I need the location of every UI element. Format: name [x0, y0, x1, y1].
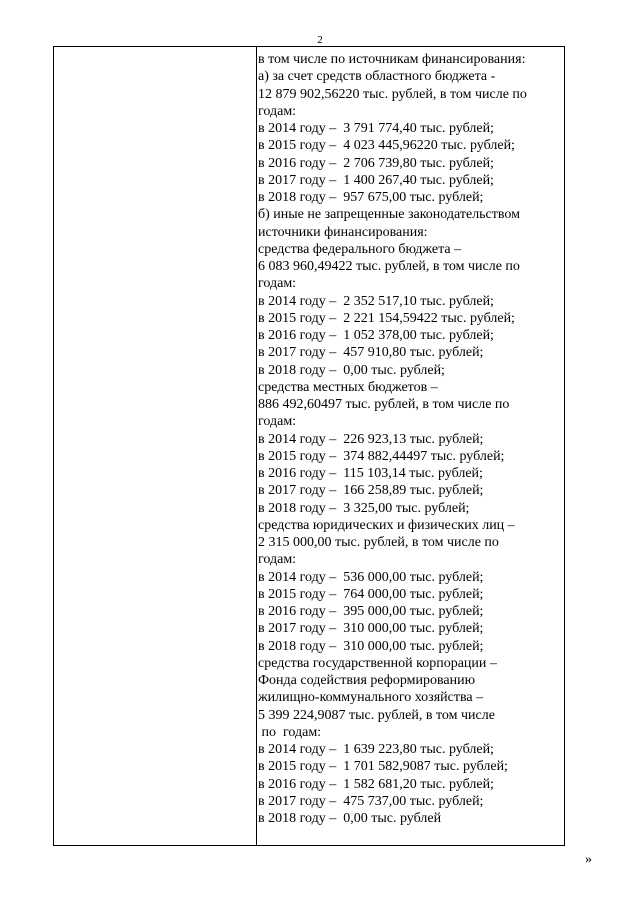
text-line: средства юридических и физических лиц –	[258, 517, 515, 533]
text-line: в 2018 году – 3 325,00 тыс. рублей;	[258, 500, 470, 516]
table-left-cell	[54, 47, 257, 845]
text-line: в 2015 году – 1 701 582,9087 тыс. рублей;	[258, 759, 508, 775]
text-line: в 2017 году – 475 737,00 тыс. рублей;	[258, 793, 484, 809]
text-line: в 2015 году – 374 882,44497 тыс. рублей;	[258, 448, 505, 464]
page-number: 2	[317, 34, 323, 46]
text-line: источники финансирования:	[258, 224, 428, 240]
text-line: в 2018 году – 0,00 тыс. рублей	[258, 811, 442, 826]
text-line: в 2017 году – 457 910,80 тыс. рублей;	[258, 345, 484, 361]
text-line: средства местных бюджетов –	[258, 379, 438, 395]
text-line: жилищно-коммунального хозяйства –	[258, 690, 484, 706]
text-line: в том числе по источникам финансирования:	[258, 52, 526, 67]
text-line: Фонда содействия реформированию	[258, 673, 476, 688]
text-line: 6 083 960,49422 тыс. рублей, в том числе по	[258, 259, 520, 274]
text-line: в 2014 году – 2 352 517,10 тыс. рублей;	[258, 293, 494, 309]
text-line: годам:	[258, 414, 297, 430]
text-line: в 2018 году – 957 675,00 тыс. рублей;	[258, 190, 484, 205]
text-line: в 2014 году – 1 639 223,80 тыс. рублей;	[258, 742, 494, 757]
document-table	[53, 46, 565, 846]
table-right-cell	[258, 51, 562, 827]
text-line: средства государственной корпорации –	[258, 655, 497, 671]
text-line: а) за счет средств областного бюджета -	[258, 69, 496, 85]
text-line: средства федерального бюджета –	[258, 241, 462, 257]
text-line: в 2015 году – 764 000,00 тыс. рублей;	[258, 586, 484, 602]
text-line: годам:	[258, 552, 297, 568]
text-line: б) иные не запрещенные законодательством	[258, 207, 521, 223]
text-line: в 2014 году – 536 000,00 тыс. рублей;	[258, 569, 484, 585]
text-line: в 2015 году – 4 023 445,96220 тыс. рублей;	[258, 138, 515, 154]
text-line: в 2018 году – 0,00 тыс. рублей;	[258, 362, 445, 378]
text-line: годам:	[258, 103, 297, 119]
text-line: в 2017 году – 166 258,89 тыс. рублей;	[258, 483, 484, 499]
text-line: в 2018 году – 310 000,00 тыс. рублей;	[258, 638, 484, 654]
text-line: 2 315 000,00 тыс. рублей, в том числе по	[258, 535, 499, 550]
text-line: в 2014 году – 226 923,13 тыс. рублей;	[258, 431, 484, 447]
text-line: в 2016 году – 1 052 378,00 тыс. рублей;	[258, 328, 494, 343]
text-line: 5 399 224,9087 тыс. рублей, в том числе	[258, 707, 495, 723]
text-line: 12 879 902,56220 тыс. рублей, в том числе по	[258, 86, 527, 102]
text-line: в 2016 году – 2 706 739,80 тыс. рублей;	[258, 155, 494, 171]
text-line: в 2016 году – 115 103,14 тыс. рублей;	[258, 466, 483, 481]
closing-quote: »	[585, 852, 592, 867]
text-line: в 2017 году – 310 000,00 тыс. рублей;	[258, 621, 484, 637]
text-line: в 2014 году – 3 791 774,40 тыс. рублей;	[258, 121, 494, 136]
text-line: в 2016 году – 395 000,00 тыс. рублей;	[258, 604, 484, 619]
text-line: 886 492,60497 тыс. рублей, в том числе по	[258, 397, 510, 412]
text-line: в 2016 году – 1 582 681,20 тыс. рублей;	[258, 776, 494, 792]
text-line: годам:	[258, 276, 297, 292]
text-line: по годам:	[258, 724, 322, 740]
text-line: в 2017 году – 1 400 267,40 тыс. рублей;	[258, 172, 494, 188]
text-line: в 2015 году – 2 221 154,59422 тыс. рублей;	[258, 310, 515, 326]
